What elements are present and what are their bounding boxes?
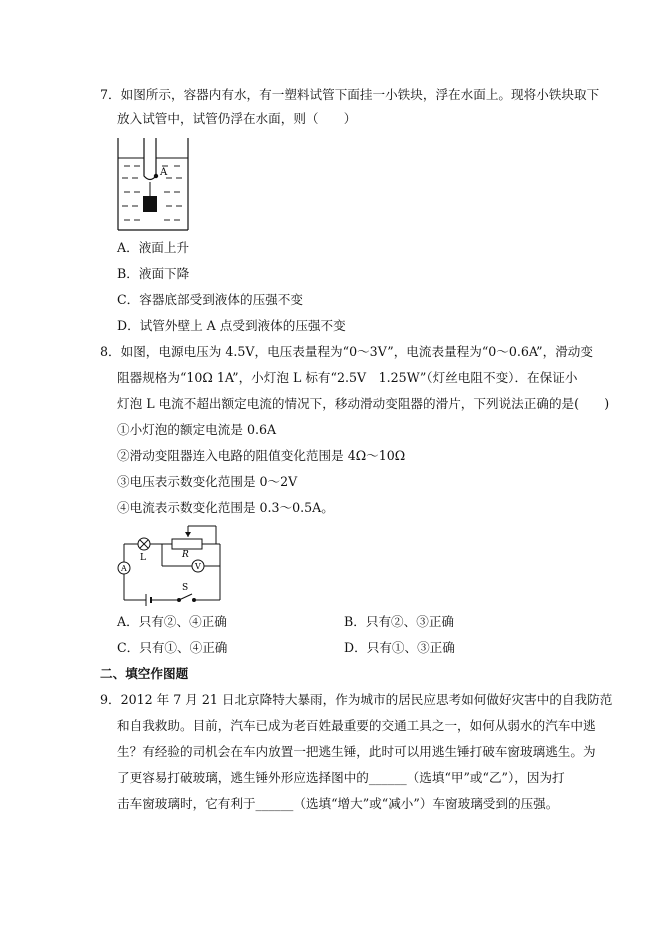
q8-ammeter-label: A [121,564,127,573]
q8-statement-1: ①小灯泡的额定电流是 0.6A [117,422,277,437]
q8-resistor-label: R [182,550,189,560]
q9-line-4: 了更容易打破玻璃，逃生锤外形应选择图中的______（选填“甲”或“乙”），因为打 [117,770,565,785]
q8-option-d: D．只有①、③正确 [344,640,455,655]
q7-option-c: C．容器底部受到液体的压强不变 [117,292,303,307]
q7-container-figure [114,136,192,234]
q9-line-1: 9．2012 年 7 月 21 日北京降特大暴雨，作为城市的居民应思考如何做好灾害中的自我防范 [100,692,613,707]
q8-stem-line-2: 阻器规格为“10Ω 1A”，小灯泡 L 标有“2.5V 1.25W”（灯丝电阻不变）．在保证小 [117,370,578,385]
q7-option-b: B．液面下降 [117,266,190,281]
q8-statement-3: ③电压表示数变化范围是 0～2V [117,474,298,489]
q7-point-a-label: A [160,167,168,178]
q8-stem-line-1: 8．如图，电源电压为 4.5V，电压表量程为“0～3V”，电流表量程为“0～0.6A”，滑动变 [100,344,593,359]
section-title-fill-in: 二、填空作图题 [100,666,189,681]
q8-circuit-diagram [116,522,230,608]
q8-lamp-label: L [140,553,146,563]
q7-option-a: A．液面上升 [117,240,190,255]
q8-option-a: A．只有②、④正确 [117,614,227,629]
q8-switch-label: S [182,583,189,593]
q7-stem-line-1: 7．如图所示，容器内有水，有一塑料试管下面挂一小铁块，浮在水面上。现将小铁块取下 [100,87,600,102]
q7-option-d: D．试管外壁上 A 点受到液体的压强不变 [117,318,346,333]
q8-statement-4: ④电流表示数变化范围是 0.3～0.5A。 [117,500,334,515]
q9-line-5: 击车窗玻璃时，它有利于______（选填“增大”或“减小”）车窗玻璃受到的压强。 [117,796,559,811]
q8-stem-line-3: 灯泡 L 电流不超出额定电流的情况下，移动滑动变阻器的滑片，下列说法正确的是( ) [117,396,610,411]
q8-voltmeter-label: V [195,562,201,571]
q8-option-b: B．只有②、③正确 [344,614,455,629]
q9-line-2: 和自我救助。目前，汽车已成为老百姓最重要的交通工具之一，如何从弱水的汽车中逃 [117,718,596,733]
q8-option-c: C．只有①、④正确 [117,640,228,655]
q9-line-3: 生？有经验的司机会在车内放置一把逃生锤，此时可以用逃生锤打破车窗玻璃逃生。为 [117,744,596,759]
q7-stem-line-2: 放入试管中，试管仍浮在水面，则（ ） [117,111,357,126]
q8-statement-2: ②滑动变阻器连入电路的阻值变化范围是 4Ω～10Ω [117,448,406,463]
